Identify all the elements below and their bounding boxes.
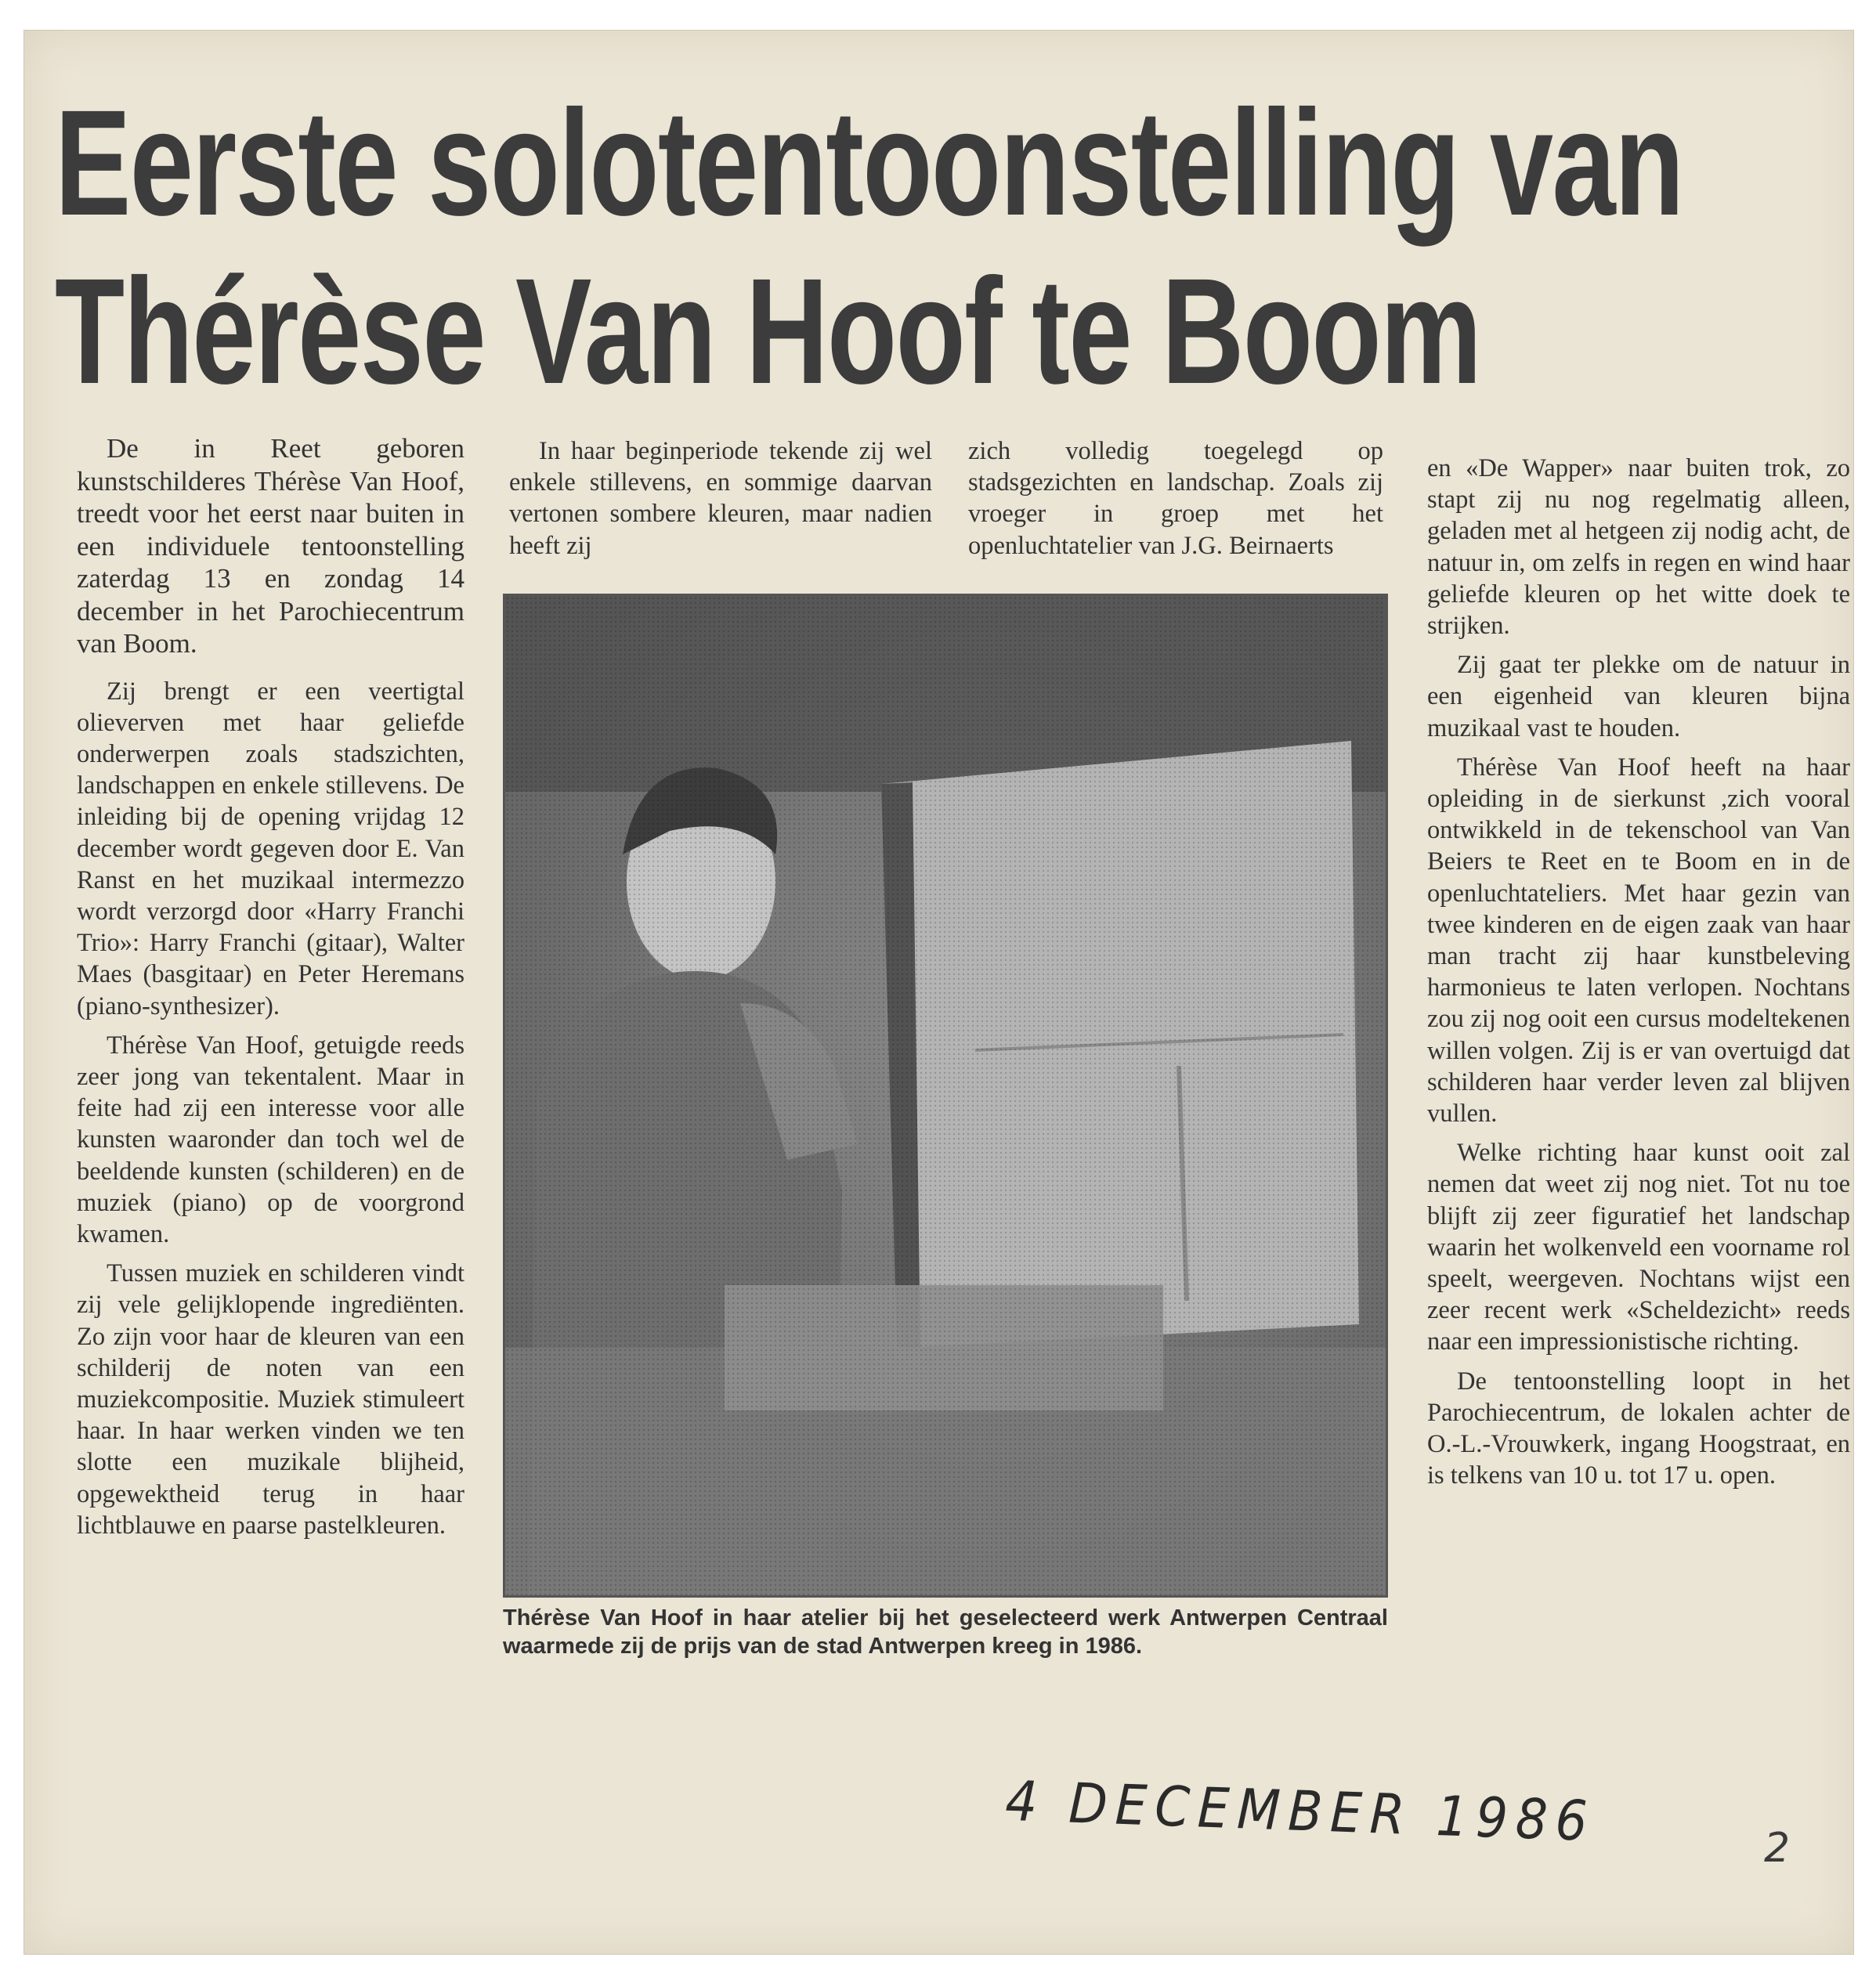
photo-caption: Thérèse Van Hoof in haar atelier bij het geselecteerd werk Antwerpen Centraal waarmede zij de prijs van de stad Antwerpen kreeg in 1986. <box>503 1605 1388 1659</box>
headline-line-1: Eerste solotentoonstelling van <box>55 78 1683 247</box>
paragraph: In haar beginperiode tekende zij wel enkele stillevens, en sommige daarvan vertonen sombere kleuren, maar nadien heeft zij <box>509 437 932 560</box>
artist-photo <box>503 594 1388 1598</box>
article-column-3 <box>968 435 1383 562</box>
photo-halftone <box>505 596 1386 1595</box>
paragraph: en «De Wapper» naar buiten trok, zo stapt zij nu nog regelmatig alleen, geladen met al hetgeen zij nodig acht, de natuur in, om zelfs in regen en wind haar geliefde kleuren op het witte doek te strijken. <box>1427 454 1850 641</box>
headline <box>55 78 1683 415</box>
headline-line-2: Thérèse Van Hoof te Boom <box>55 247 1481 415</box>
paragraph: Zij brengt er een veertigtal olieverven met haar geliefde onderwerpen zoals stadszichten, landschappen en enkele stillevens. De inleiding bij de opening vrijdag 12 december wordt gegeven door E. Van Ranst en het muzikaal intermezzo wordt verzorgd door «Harry Franchi Trio»: Harry Franchi (gitaar), Walter Maes (basgitaar) en Peter Heremans (piano-synthesizer). <box>77 677 464 1020</box>
paragraph: Welke richting haar kunst ooit zal nemen dat weet zij nog niet. Tot nu toe blijft zij zeer figuratief het landschap waarin het wolkenveld een voorname rol speelt, weergeven. Nochtans wijst een zeer recent werk «Scheldezicht» reeds naar een impressionistische richting. <box>1427 1139 1850 1356</box>
paragraph: zich volledig toegelegd op stadsgezichten en landschap. Zoals zij vroeger in groep met het openluchtatelier van J.G. Beirnaerts <box>968 437 1383 560</box>
paragraph: De tentoonstelling loopt in het Parochiecentrum, de lokalen achter de O.-L.-Vrouwkerk, ingang Hoogstraat, en is telkens van 10 u. tot 17 u. open. <box>1427 1367 1850 1490</box>
article-column-1 <box>77 432 464 1549</box>
handwritten-date: 4 DECEMBER 1986 <box>1004 1770 1596 1854</box>
article-column-2 <box>509 435 932 562</box>
paragraph: Zij gaat ter plekke om de natuur in een eigenheid van kleuren bijna muzikaal vast te houden. <box>1427 651 1850 742</box>
paragraph: De in Reet geboren kunstschilderes Thérèse Van Hoof, treedt voor het eerst naar buiten in een individuele tentoonstelling zaterdag 13 en zondag 14 december in het Parochiecentrum van Boom. <box>77 433 464 659</box>
paragraph: Thérèse Van Hoof heeft na haar opleiding in de sierkunst ,zich vooral ontwikkeld in de tekenschool van Van Beiers te Reet en te Boom en in de openluchtateliers. Met haar gezin van twee kinderen en de eigen zaak van haar man tracht zij haar kunstbeleving harmonieus te laten verlopen. Nochtans zou zij nog ooit een cursus modeltekenen willen volgen. Zij is er van overtuigd dat schilderen haar verder leven zal blijven vullen. <box>1427 753 1850 1129</box>
paragraph: Thérèse Van Hoof, getuigde reeds zeer jong van tekentalent. Maar in feite had zij een interesse voor alle kunsten waaronder dan toch wel de beeldende kunsten (schilderen) en de muziek (piano) op de voorgrond kwamen. <box>77 1031 464 1248</box>
paragraph: Tussen muziek en schilderen vindt zij vele gelijklopende ingrediënten. Zo zijn voor haar de kleuren van een schilderij de noten van een muziekcompositie. Muziek stimuleert haar. In haar werken vinden we ten slotte een muzikale blijheid, opgewektheid terug in haar lichtblauwe en paarse pastelkleuren. <box>77 1259 464 1540</box>
article-column-4 <box>1427 453 1850 1500</box>
page-number: 2 <box>1764 1825 1791 1872</box>
